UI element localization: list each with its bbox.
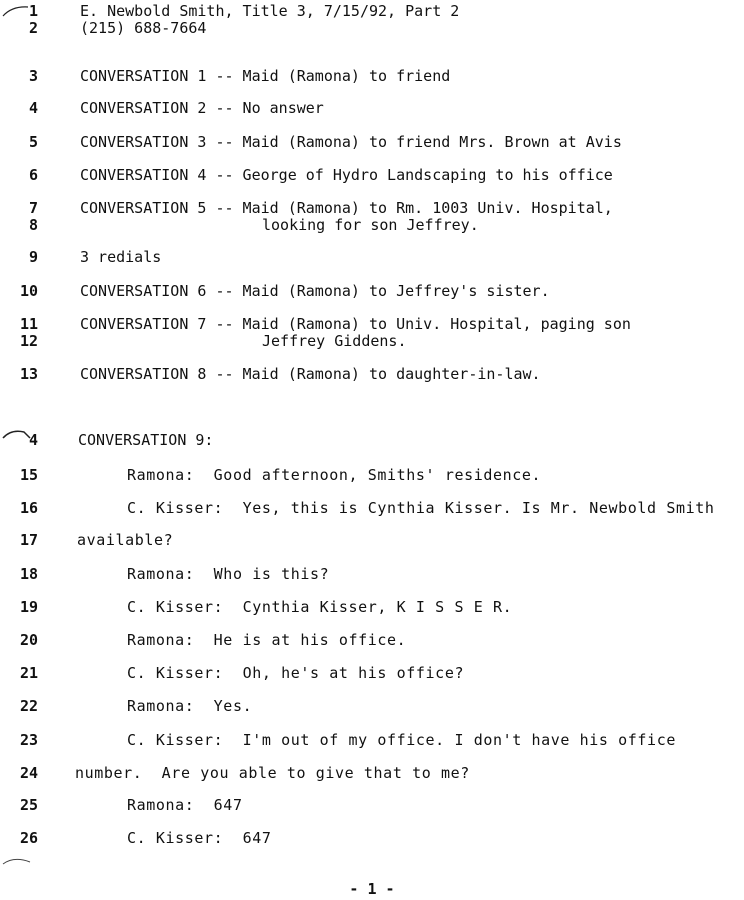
- scan-mark-bottom: [2, 852, 32, 868]
- line-number: 1: [28, 2, 38, 20]
- line-number: 3: [28, 67, 38, 85]
- transcript-line: [0, 796, 744, 816]
- line-number: 6: [28, 166, 38, 184]
- line-text: CONVERSATION 9:: [78, 431, 214, 449]
- transcript-line: [0, 466, 744, 486]
- line-number: 7: [28, 199, 38, 217]
- line-text: Ramona: 647: [127, 796, 243, 814]
- transcript-line: [0, 133, 744, 153]
- line-number: 20: [19, 631, 38, 649]
- line-number: 24: [19, 764, 38, 782]
- line-text: C. Kisser: Oh, he's at his office?: [127, 664, 465, 682]
- line-number: 21: [19, 664, 38, 682]
- transcript-line: [0, 19, 744, 39]
- line-text: CONVERSATION 8 -- Maid (Ramona) to daughter-in-law.: [80, 365, 541, 383]
- line-text: E. Newbold Smith, Title 3, 7/15/92, Part 2: [80, 2, 460, 20]
- line-text: C. Kisser: I'm out of my office. I don't have his office: [127, 731, 676, 749]
- line-number: 15: [19, 466, 38, 484]
- line-number: 13: [19, 365, 38, 383]
- line-text: 3 redials: [80, 248, 162, 266]
- transcript-line: [0, 99, 744, 119]
- transcript-line: [0, 697, 744, 717]
- line-number: 11: [19, 315, 38, 333]
- line-number: 8: [28, 216, 38, 234]
- line-number: 26: [19, 829, 38, 847]
- transcript-line: [0, 248, 744, 268]
- transcript-line: [0, 565, 744, 585]
- line-text: looking for son Jeffrey.: [262, 216, 479, 234]
- line-text: Ramona: Good afternoon, Smiths' residence.: [127, 466, 542, 484]
- transcript-line: [0, 431, 744, 451]
- transcript-line: [0, 67, 744, 87]
- transcript-line: [0, 598, 744, 618]
- line-text: (215) 688-7664: [80, 19, 207, 37]
- line-text: CONVERSATION 2 -- No answer: [80, 99, 324, 117]
- line-text: C. Kisser: 647: [127, 829, 272, 847]
- line-text: Ramona: Yes.: [127, 697, 253, 715]
- line-number: 22: [19, 697, 38, 715]
- line-number: 12: [19, 332, 38, 350]
- line-text: CONVERSATION 5 -- Maid (Ramona) to Rm. 1003 Univ. Hospital,: [80, 199, 613, 217]
- line-number: 16: [19, 499, 38, 517]
- line-number: 4: [28, 431, 38, 449]
- transcript-line: [0, 731, 744, 751]
- line-text: CONVERSATION 7 -- Maid (Ramona) to Univ. Hospital, paging son: [80, 315, 631, 333]
- line-text: number. Are you able to give that to me?: [75, 764, 470, 782]
- line-number: 18: [19, 565, 38, 583]
- line-number: 4: [28, 99, 38, 117]
- line-text: Ramona: Who is this?: [127, 565, 330, 583]
- transcript-line: [0, 631, 744, 651]
- transcript-line: [0, 499, 744, 519]
- line-number: 9: [28, 248, 38, 266]
- page-number-footer: - 1 -: [349, 880, 395, 898]
- line-text: CONVERSATION 4 -- George of Hydro Landscaping to his office: [80, 166, 613, 184]
- line-number: 19: [19, 598, 38, 616]
- line-number: 17: [19, 531, 38, 549]
- line-number: 23: [19, 731, 38, 749]
- line-number: 25: [19, 796, 38, 814]
- transcript-line: [0, 282, 744, 302]
- line-text: Ramona: He is at his office.: [127, 631, 407, 649]
- line-number: 2: [28, 19, 38, 37]
- line-text: CONVERSATION 1 -- Maid (Ramona) to friend: [80, 67, 451, 85]
- transcript-line: [0, 332, 744, 352]
- line-text: CONVERSATION 6 -- Maid (Ramona) to Jeffrey's sister.: [80, 282, 550, 300]
- transcript-line: [0, 764, 744, 784]
- transcript-line: [0, 216, 744, 236]
- transcript-line: [0, 829, 744, 849]
- transcript-line: [0, 531, 744, 551]
- line-text: C. Kisser: Yes, this is Cynthia Kisser. Is Mr. Newbold Smith: [127, 499, 715, 517]
- line-text: Jeffrey Giddens.: [262, 332, 407, 350]
- line-text: available?: [77, 531, 174, 549]
- line-number: 10: [19, 282, 38, 300]
- transcript-line: [0, 664, 744, 684]
- line-text: C. Kisser: Cynthia Kisser, K I S S E R.: [127, 598, 513, 616]
- line-number: 5: [28, 133, 38, 151]
- transcript-line: [0, 166, 744, 186]
- line-text: CONVERSATION 3 -- Maid (Ramona) to friend Mrs. Brown at Avis: [80, 133, 622, 151]
- transcript-line: [0, 365, 744, 385]
